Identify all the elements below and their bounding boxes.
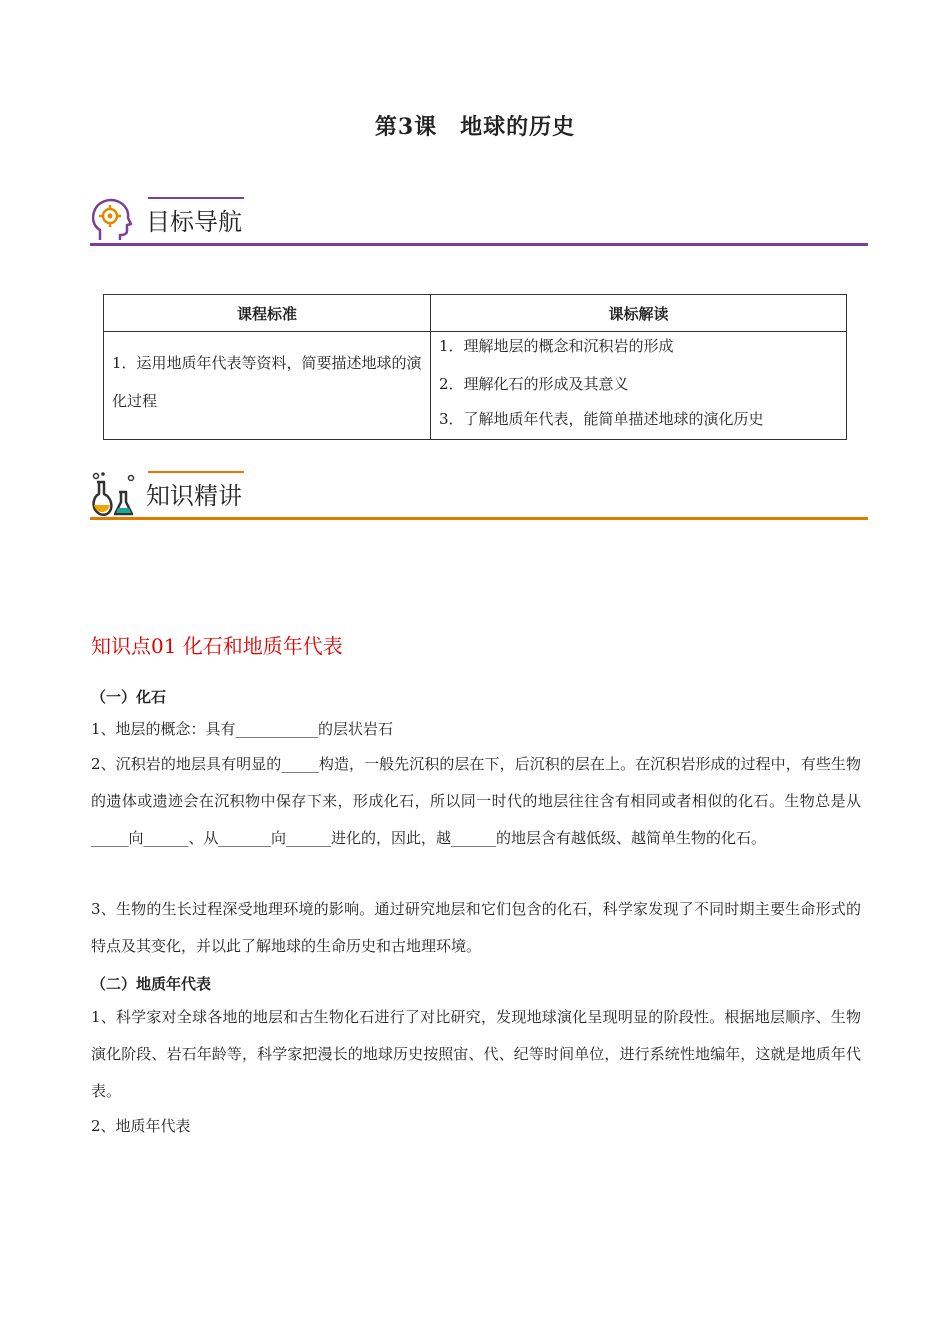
flask-icon [90,470,136,518]
header-accent-line [148,197,244,199]
section-label-knowledge: 知识精讲 [146,482,242,510]
header-accent-line [148,471,244,473]
paragraph: 3、生物的生长过程深受地理环境的影响。通过研究地层和它们包含的化石，科学家发现了不同时期主要生命形式的特点及其变化，并以此了解地球的生命历史和古地理环境。 [91,900,861,955]
subheading-fossil: （一）化石 [91,688,167,706]
interpretation-item: 3．了解地质年代表，能简单描述地球的演化历史 [439,410,764,428]
knowledge-point-title: 知识点01 化石和地质年代表 [91,634,343,658]
page-title: 第3课 地球的历史 [374,114,576,140]
section-label-goal: 目标导航 [146,208,242,236]
brain-gear-icon [90,196,134,244]
section-rule-knowledge [90,517,868,520]
paragraph: 2、地质年代表 [91,1117,191,1135]
interpretation-item: 2．理解化石的形成及其意义 [439,375,629,393]
paragraph: 1、科学家对全球各地的地层和古生物化石进行了对比研究，发现地球演化呈现明显的阶段性。根据地层顺序、生物演化阶段、岩石年龄等，科学家把漫长的地球历史按照宙、代、纪等时间单位，进行系统性地编年，这就是地质年代表。 [91,1008,861,1100]
section-rule-goal [90,243,868,246]
interpretation-cell [431,332,847,440]
table-header-standard: 课程标准 [104,295,431,332]
paragraph: 2、沉积岩的地层具有明显的_____构造，一般先沉积的层在下，后沉积的层在上。在沉积岩形成的过程中，有些生物的遗体或遗迹会在沉积物中保存下来，形成化石，所以同一时代的地层往往含有相同或者相似的化石。生物总是从_____向______、从_______向______进化的，因此，越______的地层含有越低级、越简单生物的化石。 [91,755,861,847]
section-header-goal [90,196,868,256]
paragraph: 1、地层的概念：具有___________的层状岩石 [91,720,394,738]
interpretation-item: 1．理解地层的概念和沉积岩的形成 [439,337,674,355]
subheading-geologic-time: （二）地质年代表 [91,975,212,993]
curriculum-table [103,294,847,440]
table-header-interpretation: 课标解读 [431,295,847,332]
standard-cell: 1．运用地质年代表等资料，简要描述地球的演化过程 [104,332,431,440]
section-header-knowledge [90,470,868,530]
